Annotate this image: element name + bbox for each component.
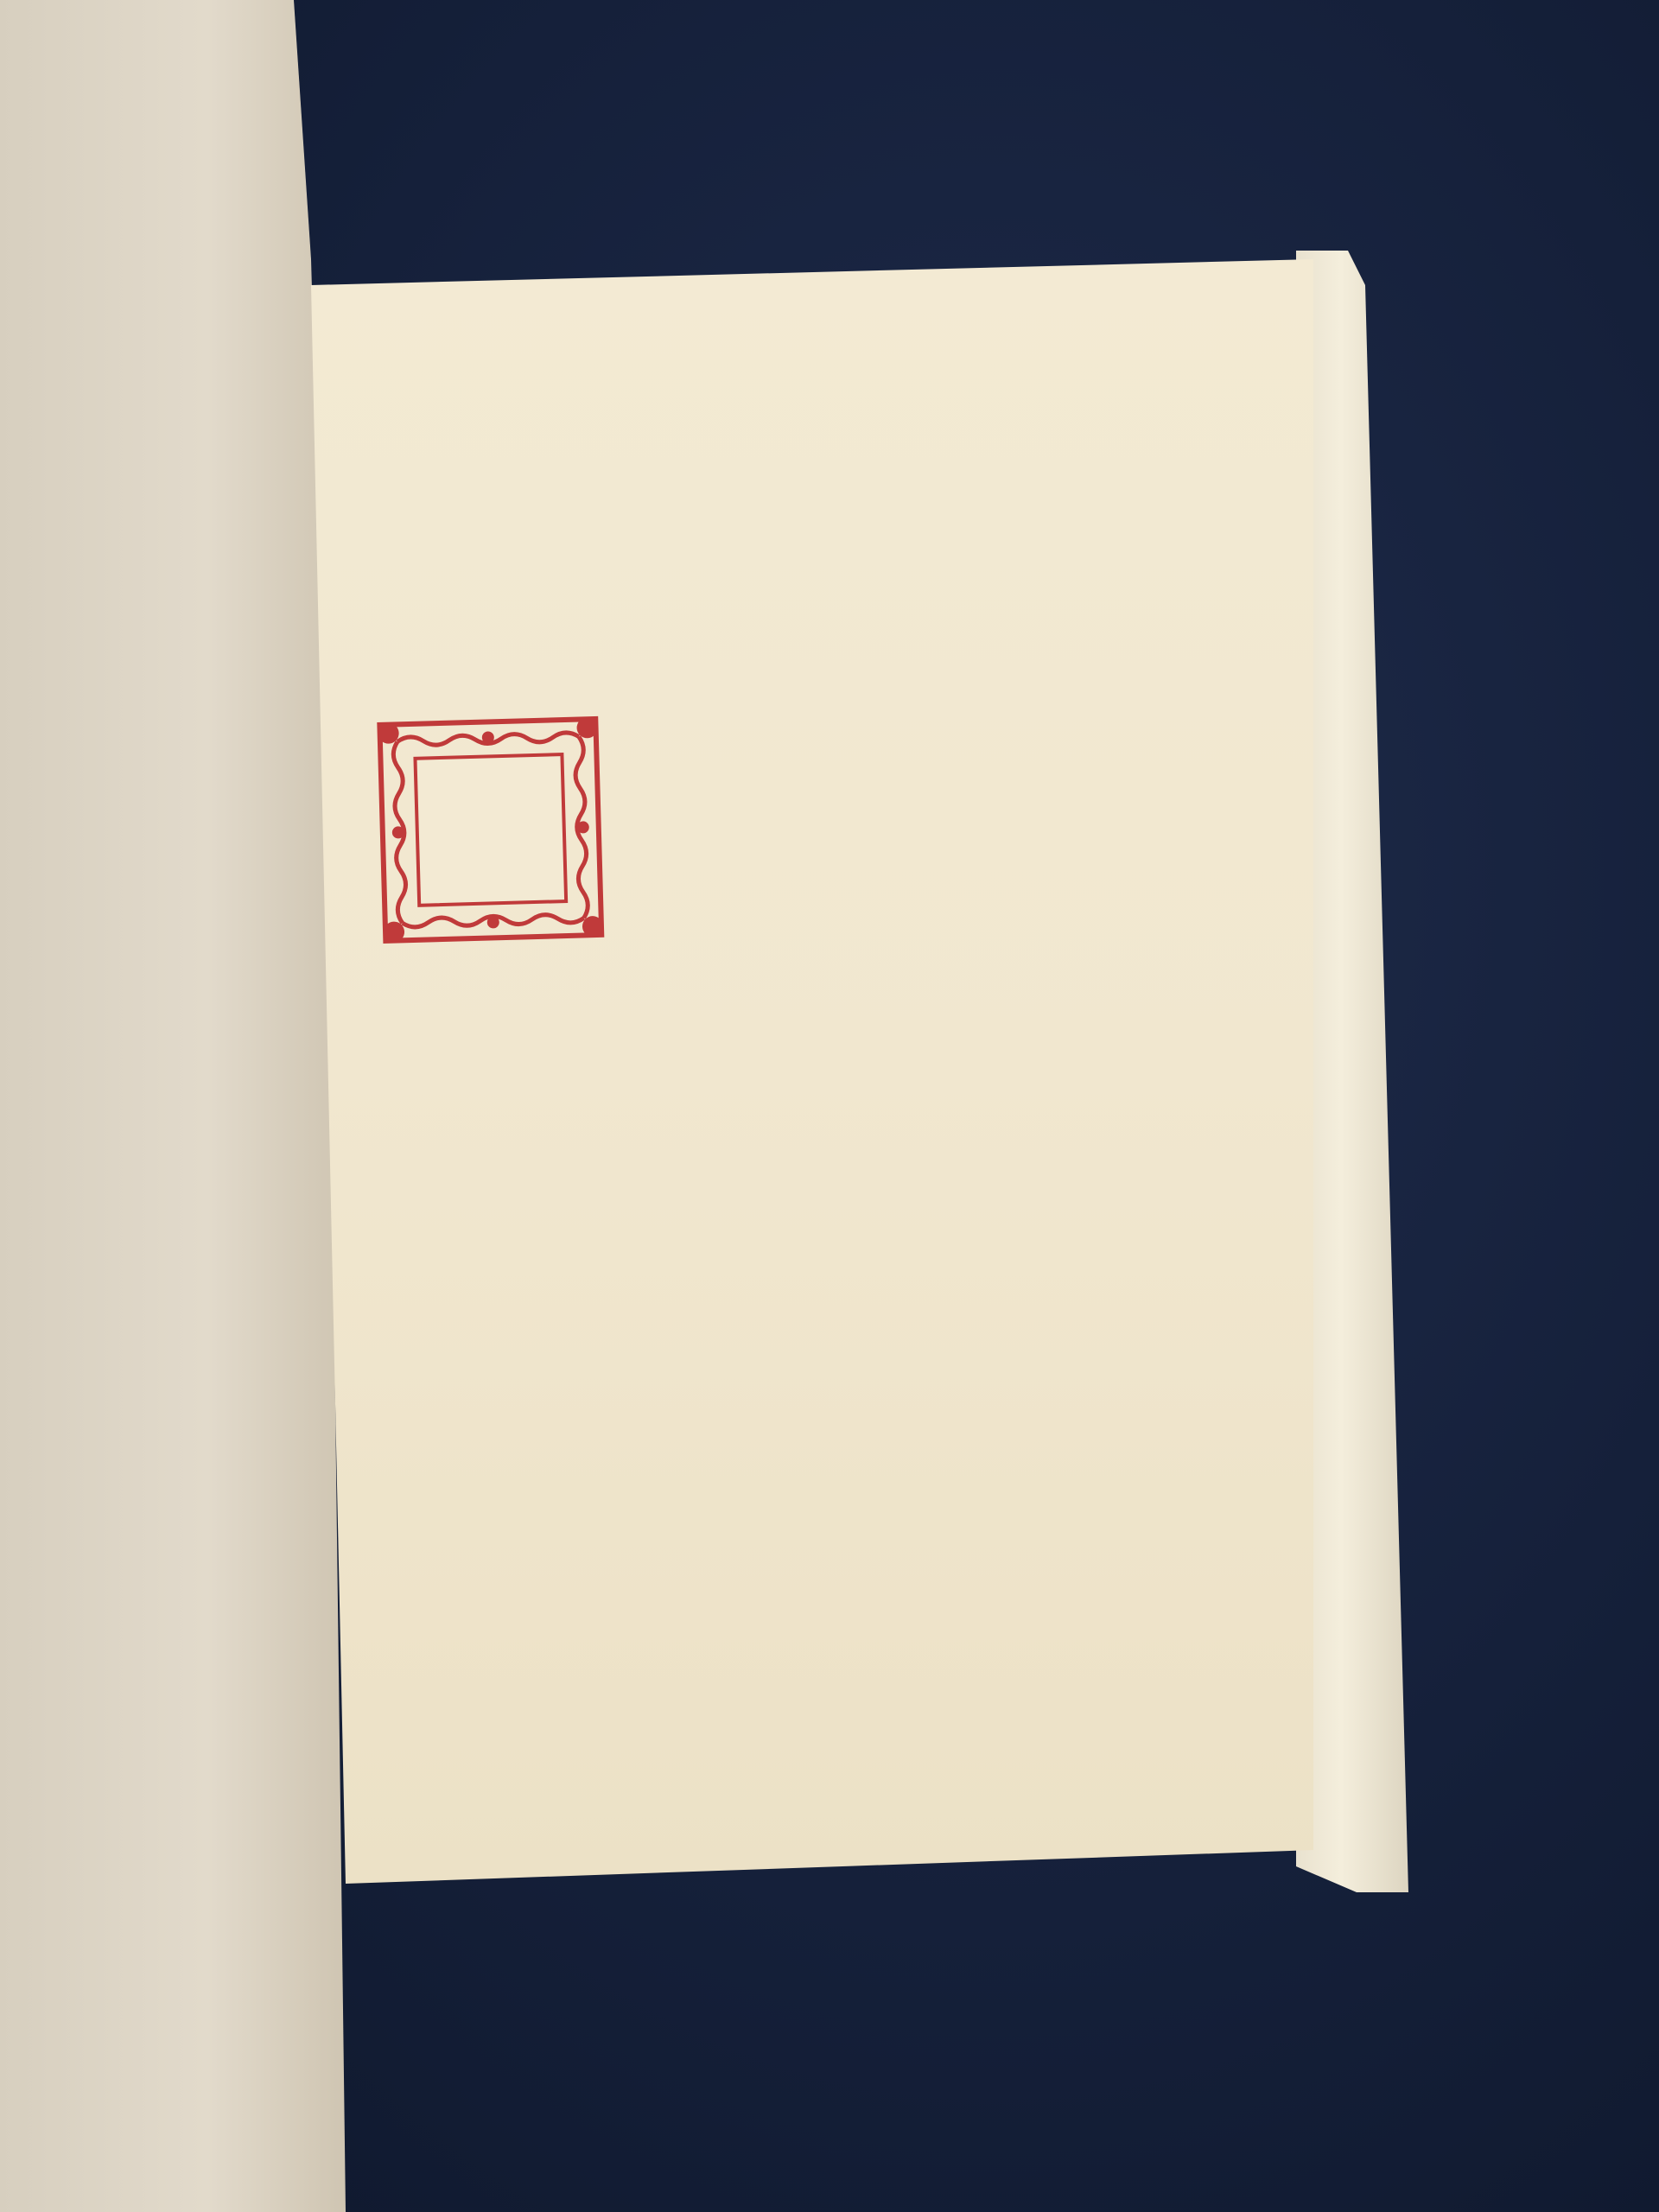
story-body bbox=[341, 256, 1240, 281]
left-page-text bbox=[0, 52, 345, 77]
page-text-block bbox=[341, 256, 1283, 1835]
left-book-page bbox=[0, 0, 346, 2212]
story-title bbox=[352, 617, 1250, 642]
wrapped-paragraph bbox=[341, 256, 1240, 281]
previous-story-ending bbox=[341, 256, 1240, 281]
initial-letter bbox=[371, 710, 610, 950]
page-number bbox=[384, 1758, 1282, 1783]
ornamental-initial bbox=[371, 710, 610, 950]
